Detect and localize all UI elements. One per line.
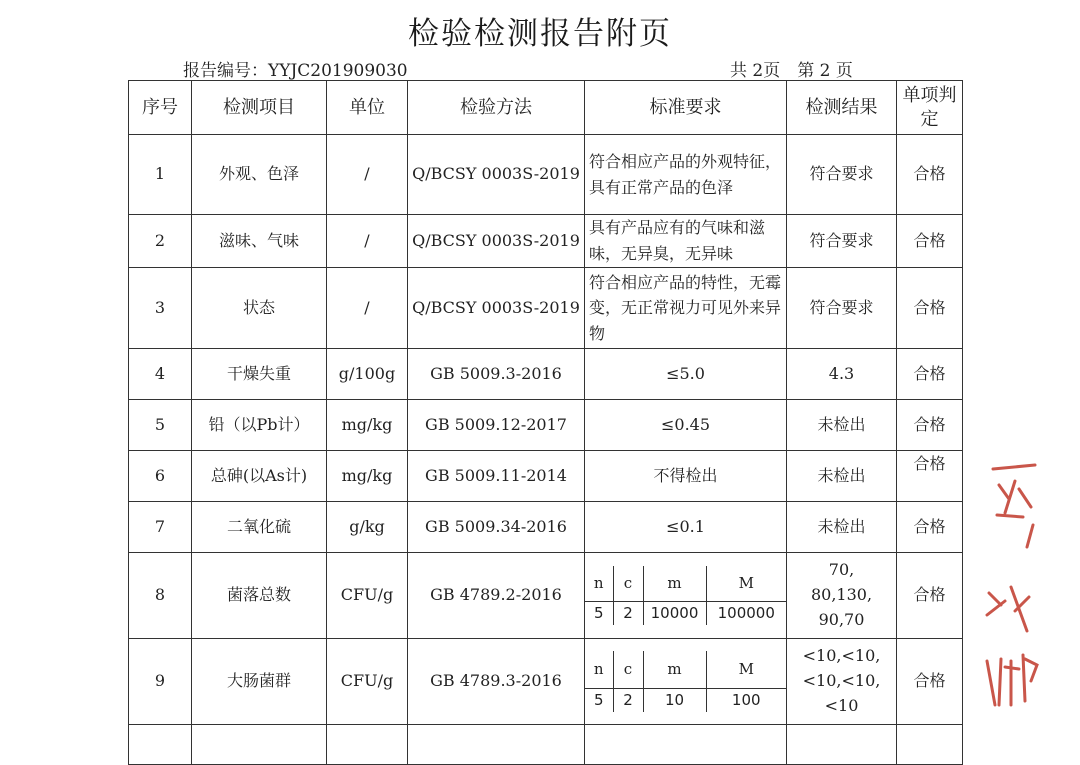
row-unit: / (327, 135, 408, 215)
row-requirement: 符合相应产品的特性，无霉变，无正常视力可见外来异物 (585, 268, 787, 349)
header-row (129, 81, 963, 135)
page-info: 共 2页 第 2 页 (730, 61, 853, 81)
value-m: 10000 (643, 601, 706, 625)
label-c: c (613, 566, 643, 601)
report-title: 检验检测报告附页 (408, 16, 672, 52)
row-unit: / (327, 268, 408, 349)
row-requirement: 符合相应产品的外观特征，具有正常产品的色泽 (585, 135, 787, 215)
row-no: 6 (129, 451, 192, 502)
row-unit: CFU/g (327, 553, 408, 639)
value-M: 100000 (706, 601, 786, 625)
row-method: Q/BCSY 0003S-2019 (408, 215, 585, 268)
result-line: <10 (824, 695, 859, 715)
row-verdict: 合格 (897, 135, 963, 215)
row-result (787, 639, 897, 725)
table-row (129, 400, 963, 451)
sampling-labels (585, 566, 786, 601)
row-item: 滋味、气味 (192, 215, 327, 268)
row-no: 3 (129, 268, 192, 349)
value-M: 100 (706, 688, 786, 712)
row-no: 1 (129, 135, 192, 215)
header-requirement: 标准要求 (585, 81, 787, 135)
value-n: 5 (585, 601, 613, 625)
row-verdict: 合格 (897, 502, 963, 553)
row-requirement: ≤5.0 (585, 349, 787, 400)
row-no: 5 (129, 400, 192, 451)
row-requirement: ≤0.1 (585, 502, 787, 553)
table-row (129, 215, 963, 268)
header-result: 检测结果 (787, 81, 897, 135)
table-row (129, 639, 963, 725)
row-verdict: 合格 (897, 639, 963, 725)
row-result: 未检出 (787, 502, 897, 553)
row-item: 外观、色泽 (192, 135, 327, 215)
row-unit: / (327, 215, 408, 268)
table-row (129, 553, 963, 639)
row-method: GB 5009.11-2014 (408, 451, 585, 502)
row-requirement: ≤0.45 (585, 400, 787, 451)
row-method: GB 5009.34-2016 (408, 502, 585, 553)
row-result: 未检出 (787, 451, 897, 502)
header-unit: 单位 (327, 81, 408, 135)
result-line: <10,<10, (802, 671, 881, 691)
row-result: 符合要求 (787, 215, 897, 268)
row-verdict: 合格 (897, 400, 963, 451)
row-method: Q/BCSY 0003S-2019 (408, 268, 585, 349)
table-row (129, 451, 963, 502)
label-M: M (706, 651, 786, 688)
inspection-table (128, 80, 963, 765)
row-no: 2 (129, 215, 192, 268)
row-method: GB 4789.2-2016 (408, 553, 585, 639)
row-item: 总砷(以As计) (192, 451, 327, 502)
report-number: 报告编号：YYJC201909030 (183, 61, 408, 81)
red-seal-stamp (975, 455, 1045, 715)
header-no: 序号 (129, 81, 192, 135)
result-line: 80,130, (810, 585, 873, 605)
table-row (129, 349, 963, 400)
row-result: 符合要求 (787, 268, 897, 349)
row-unit: CFU/g (327, 639, 408, 725)
label-M: M (706, 566, 786, 601)
value-c: 2 (613, 601, 643, 625)
sampling-plan (585, 553, 787, 639)
label-c: c (613, 651, 643, 688)
table-row (129, 135, 963, 215)
row-requirement: 不得检出 (585, 451, 787, 502)
row-method: Q/BCSY 0003S-2019 (408, 135, 585, 215)
row-verdict: 合格 (897, 451, 963, 502)
row-method: GB 5009.12-2017 (408, 400, 585, 451)
row-result: 符合要求 (787, 135, 897, 215)
result-line: 70, (828, 560, 855, 580)
result-line: 90,70 (818, 609, 865, 629)
row-verdict: 合格 (897, 349, 963, 400)
row-no: 7 (129, 502, 192, 553)
header-method: 检验方法 (408, 81, 585, 135)
row-verdict: 合格 (897, 215, 963, 268)
header-verdict: 单项判定 (897, 81, 963, 135)
row-unit: mg/kg (327, 400, 408, 451)
label-n: n (585, 651, 613, 688)
row-unit: g/100g (327, 349, 408, 400)
row-no: 9 (129, 639, 192, 725)
header-item: 检测项目 (192, 81, 327, 135)
row-item: 干燥失重 (192, 349, 327, 400)
row-item: 大肠菌群 (192, 639, 327, 725)
row-no: 4 (129, 349, 192, 400)
value-c: 2 (613, 688, 643, 712)
row-item: 状态 (192, 268, 327, 349)
row-verdict: 合格 (897, 268, 963, 349)
sampling-values (585, 688, 786, 712)
row-item: 菌落总数 (192, 553, 327, 639)
row-result: 4.3 (787, 349, 897, 400)
row-unit: mg/kg (327, 451, 408, 502)
row-item: 二氧化硫 (192, 502, 327, 553)
table-row (129, 502, 963, 553)
sampling-values (585, 601, 786, 625)
table-row (129, 268, 963, 349)
sampling-labels (585, 651, 786, 688)
row-result (787, 553, 897, 639)
row-verdict: 合格 (897, 553, 963, 639)
row-method: GB 5009.3-2016 (408, 349, 585, 400)
row-unit: g/kg (327, 502, 408, 553)
sampling-plan (585, 639, 787, 725)
value-m: 10 (643, 688, 706, 712)
value-n: 5 (585, 688, 613, 712)
row-method: GB 4789.3-2016 (408, 639, 585, 725)
row-no: 8 (129, 553, 192, 639)
label-n: n (585, 566, 613, 601)
result-line: <10,<10, (802, 646, 881, 666)
label-m: m (643, 651, 706, 688)
row-result: 未检出 (787, 400, 897, 451)
row-requirement: 具有产品应有的气味和滋味，无异臭，无异味 (585, 215, 787, 268)
row-item: 铅（以Pb计） (192, 400, 327, 451)
label-m: m (643, 566, 706, 601)
